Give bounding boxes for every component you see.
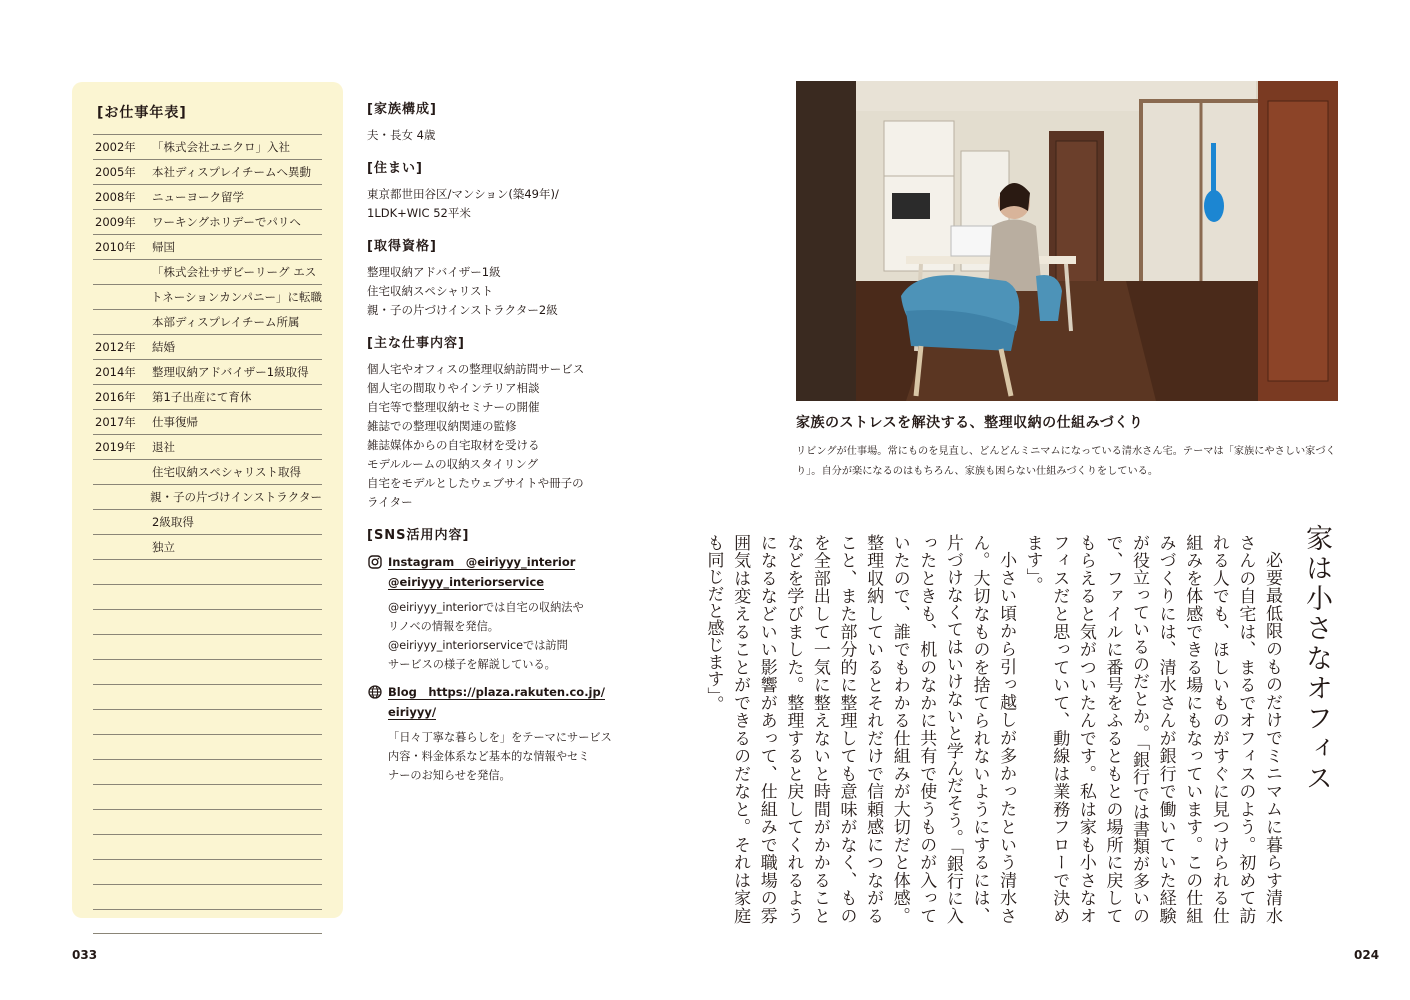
photo-caption-heading: 家族のストレスを解決する、整理収納の仕組みづくり xyxy=(796,415,1144,431)
living-room-photo xyxy=(796,81,1338,401)
career-row xyxy=(93,509,322,534)
career-row xyxy=(93,884,322,909)
profile-column xyxy=(367,100,617,785)
career-event: 親・子の片づけインストラクター xyxy=(150,490,322,504)
licenses-heading: [取得資格] xyxy=(367,239,437,254)
career-year: 2010年 xyxy=(95,240,136,254)
blog-desc-line: 内容・料金体系など基本的な情報やセミ xyxy=(388,750,590,763)
career-year xyxy=(93,885,152,909)
career-year xyxy=(93,785,152,809)
career-year: 2012年 xyxy=(95,340,136,354)
career-event xyxy=(152,585,322,609)
work-line: 自宅をモデルとしたウェブサイトや冊子の xyxy=(367,476,584,490)
career-event xyxy=(152,710,322,734)
instagram-icon xyxy=(367,554,383,570)
career-row xyxy=(93,834,322,859)
work-line: 雑誌での整理収納関連の監修 xyxy=(367,419,517,433)
career-heading: [お仕事年表] xyxy=(97,105,187,121)
career-event: 第1子出産にて育休 xyxy=(152,390,252,404)
instagram-entry xyxy=(367,552,617,592)
article-title: 家は小さなオフィス xyxy=(1301,524,1332,794)
left-page-number: 033 xyxy=(72,948,98,962)
career-row xyxy=(93,134,322,159)
career-row xyxy=(93,734,322,759)
career-event: 2級取得 xyxy=(152,515,194,529)
article-paragraph: 小さい頃から引っ越しが多かったという清水さん。大切なものを捨てられないようにするには、片づけなくてはいけないと学んだそう。「銀行に入ったときも、机のなかに共有で使うものが入っていたので、誰でもわかる仕組みが大切だと体感。整理収納しているとそれだけで信頼感につながること、また部分的に整理しても意味がなく、ものを全部出して一気に整えないと時間がかかることなどを学びました。整理すると戻してくれるようになるなどいい影響があって、仕組みで職場の雰囲気は変えることができるのだなと。それは家庭も同じだと感じます」。 xyxy=(703,534,1017,924)
career-event xyxy=(152,610,322,634)
work-heading: [主な仕事内容] xyxy=(367,336,465,351)
blog-desc-line: ナーのお知らせを発信。 xyxy=(388,769,511,782)
career-event xyxy=(152,785,322,809)
career-year xyxy=(93,835,152,859)
career-row xyxy=(93,584,322,609)
career-year xyxy=(93,285,151,309)
career-year: 2002年 xyxy=(95,140,136,154)
career-event: トネーションカンパニー」に転職 xyxy=(150,290,322,304)
family-text: 夫・長女 4歳 xyxy=(367,128,436,142)
work-line: 雑誌媒体からの自宅取材を受ける xyxy=(367,438,540,452)
instagram-desc-line: @eiriyyy_interiorでは自宅の収納法や xyxy=(388,601,584,614)
career-year xyxy=(93,460,152,484)
career-year: 2005年 xyxy=(95,165,136,179)
career-row xyxy=(93,334,322,359)
career-row xyxy=(93,859,322,884)
career-year xyxy=(93,810,152,834)
career-event: 結婚 xyxy=(152,340,175,354)
career-year xyxy=(93,260,152,284)
career-year xyxy=(93,610,152,634)
career-event xyxy=(152,910,322,933)
blog-desc-line: 「日々丁寧な暮らしを」をテーマにサービス xyxy=(388,731,612,744)
career-row xyxy=(93,184,322,209)
career-event xyxy=(152,560,322,584)
career-year xyxy=(93,585,152,609)
license-line: 住宅収納スペシャリスト xyxy=(367,284,494,298)
photo-caption-body: リビングが仕事場。常にものを見直し、どんどんミニマムになっている清水さん宅。テーマは「家族にやさしい家づくり」。自分が楽になるのはもちろん、家族も困らない仕組みづくりをしている。 xyxy=(796,446,1336,477)
career-row xyxy=(93,259,322,284)
career-event xyxy=(152,810,322,834)
career-event xyxy=(152,885,322,909)
career-row xyxy=(93,609,322,634)
work-line: モデルルームの収納スタイリング xyxy=(367,457,539,471)
career-row xyxy=(93,459,322,484)
career-event: 整理収納アドバイザー1級取得 xyxy=(152,365,309,379)
instagram-desc-line: サービスの様子を解説している。 xyxy=(388,658,556,671)
career-year xyxy=(93,535,152,559)
career-year: 2016年 xyxy=(95,390,136,404)
career-year xyxy=(93,760,152,784)
career-row xyxy=(93,759,322,784)
career-year: 2009年 xyxy=(95,215,136,229)
career-year: 2014年 xyxy=(95,365,136,379)
career-event xyxy=(152,860,322,884)
career-row xyxy=(93,634,322,659)
blog-entry xyxy=(367,682,617,722)
career-event: 帰国 xyxy=(152,240,175,254)
home-line: 東京都世田谷区/マンション(築49年)/ xyxy=(367,187,559,201)
career-row xyxy=(93,384,322,409)
instagram-service-link[interactable]: @eiriyyy_interiorservice xyxy=(388,575,545,589)
home-heading: [住まい] xyxy=(367,161,423,176)
career-year: 2017年 xyxy=(95,415,136,429)
career-event xyxy=(152,835,322,859)
blog-link[interactable]: Blog https://plaza.rakuten.co.jp/ xyxy=(388,685,605,699)
work-line: ライター xyxy=(367,495,413,509)
career-event xyxy=(152,635,322,659)
article-body xyxy=(703,534,1285,924)
career-year: 2019年 xyxy=(95,440,136,454)
photo-illustration xyxy=(796,81,1338,401)
instagram-desc-line: リノベの情報を発信。 xyxy=(388,620,499,633)
globe-icon xyxy=(367,684,383,700)
career-row xyxy=(93,159,322,184)
career-event: ニューヨーク留学 xyxy=(152,190,244,204)
career-row xyxy=(93,359,322,384)
career-event xyxy=(152,735,322,759)
career-row xyxy=(93,434,322,459)
instagram-desc-line: @eiriyyy_interiorserviceでは訪問 xyxy=(388,639,568,652)
career-row xyxy=(93,684,322,709)
career-event: 仕事復帰 xyxy=(152,415,198,429)
sns-heading: [SNS活用内容] xyxy=(367,528,470,543)
career-event: 住宅収納スペシャリスト取得 xyxy=(152,465,302,479)
career-year xyxy=(93,860,152,884)
work-line: 自宅等で整理収納セミナーの開催 xyxy=(367,400,540,414)
career-row xyxy=(93,909,322,934)
career-year xyxy=(93,310,152,334)
career-row xyxy=(93,784,322,809)
career-row xyxy=(93,559,322,584)
career-row xyxy=(93,284,322,309)
career-event: ワーキングホリデーでパリへ xyxy=(152,215,301,229)
career-rows xyxy=(93,134,322,934)
career-year xyxy=(93,710,152,734)
career-event: 本部ディスプレイチーム所属 xyxy=(152,315,300,329)
career-row xyxy=(93,234,322,259)
home-line: 1LDK+WIC 52平米 xyxy=(367,206,471,220)
career-year xyxy=(93,660,152,684)
career-event: 「株式会社サザビーリーグ エス xyxy=(152,265,317,279)
career-event: 「株式会社ユニクロ」入社 xyxy=(152,140,290,154)
family-heading: [家族構成] xyxy=(367,102,437,117)
career-year xyxy=(93,910,152,933)
career-year xyxy=(93,735,152,759)
article-paragraph: 必要最低限のものだけでミニマムに暮らす清水さんの自宅は、まるでオフィスのよう。初めて訪れる人でも、ほしいものがすぐに見つけられる仕組みを体感できる場にもなっています。この仕組みづくりには、清水さんが銀行で働いていた経験が役立っているのだとか。「銀行では書類が多いので、ファイルに番号をふるともとの場所に戻してもらえると気がついたんです。私は家も小さなオフィスだと思っていて、動線は業務フローで決めます」。 xyxy=(1022,534,1282,924)
career-row xyxy=(93,809,322,834)
career-year xyxy=(93,510,152,534)
career-year xyxy=(93,685,152,709)
blog-link-continued[interactable]: eiriyyy/ xyxy=(388,705,437,719)
career-event xyxy=(152,685,322,709)
instagram-link[interactable]: Instagram @eiriyyy_interior xyxy=(388,555,576,569)
career-year xyxy=(93,635,152,659)
career-year xyxy=(93,560,152,584)
career-timeline-panel xyxy=(72,82,343,918)
career-year xyxy=(93,485,150,509)
license-line: 整理収納アドバイザー1級 xyxy=(367,265,501,279)
career-row xyxy=(93,534,322,559)
career-year: 2008年 xyxy=(95,190,136,204)
career-row xyxy=(93,309,322,334)
career-event: 独立 xyxy=(152,540,175,554)
career-row xyxy=(93,209,322,234)
career-row xyxy=(93,709,322,734)
instagram-description xyxy=(388,598,617,674)
right-page-number: 024 xyxy=(1354,948,1380,962)
career-row xyxy=(93,484,322,509)
career-event xyxy=(152,760,322,784)
work-line: 個人宅の間取りやインテリア相談 xyxy=(367,381,540,395)
career-event: 本社ディスプレイチームへ異動 xyxy=(152,165,312,179)
work-line: 個人宅やオフィスの整理収納訪問サービス xyxy=(367,362,585,376)
career-event xyxy=(152,660,322,684)
blog-description xyxy=(388,728,617,785)
license-line: 親・子の片づけインストラクター2級 xyxy=(367,303,558,317)
career-event: 退社 xyxy=(152,440,175,454)
career-row xyxy=(93,659,322,684)
career-row xyxy=(93,409,322,434)
